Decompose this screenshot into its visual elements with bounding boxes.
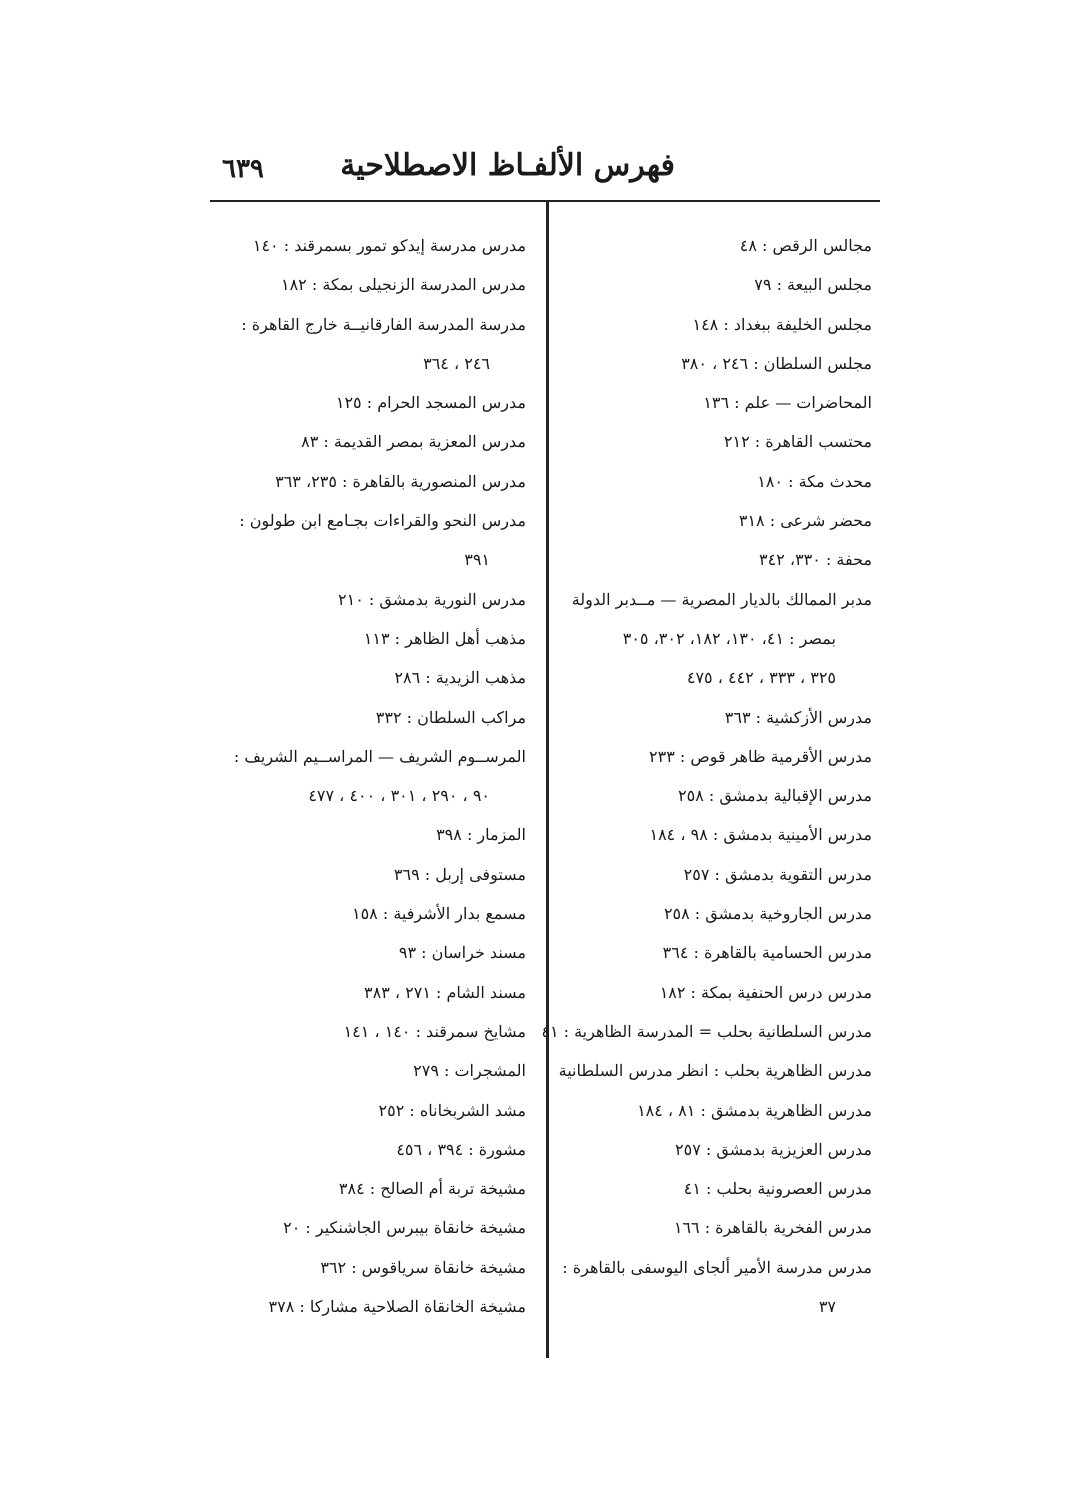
index-entry: مجلس الخليفة ببغداد : ١٤٨ <box>692 314 872 334</box>
index-entry: محتسب القاهرة : ٢١٢ <box>723 432 872 452</box>
index-entry: المرســوم الشريف — المراســيم الشريف : <box>233 746 526 766</box>
index-entry: مدرس التقوية بدمشق : ٢٥٧ <box>683 864 872 884</box>
index-entry: مشيخة تربة أم الصالح : ٣٨٤ <box>338 1179 526 1199</box>
index-entry-continuation: ٢٤٦ ، ٣٦٤ <box>423 353 490 373</box>
index-entry: محدث مكة : ١٨٠ <box>757 471 872 491</box>
index-entry: المشجرات : ٢٧٩ <box>413 1061 526 1081</box>
column-divider <box>546 200 549 1358</box>
index-entry: مشد الشربخاناه : ٢٥٢ <box>378 1100 526 1120</box>
index-entry: مستوفى إربل : ٣٦٩ <box>393 864 526 884</box>
index-entry: مدرس مدرسة إيدكو تمور بسمرقند : ١٤٠ <box>252 236 526 255</box>
index-entry: المحاضرات — علم : ١٣٦ <box>703 393 872 413</box>
index-entry: مسند خراسان : ٩٣ <box>398 943 526 963</box>
index-entry: مسمع بدار الأشرفية : ١٥٨ <box>351 904 526 924</box>
index-entry-continuation: ٣٢٥ ، ٣٣٣ ، ٤٤٢ ، ٤٧٥ <box>686 668 836 688</box>
index-entry-continuation: ٣٧ <box>818 1297 836 1317</box>
index-entry: مشيخة خانقاة بيبرس الجاشنكير : ٢٠ <box>283 1218 526 1238</box>
index-entry: مدرس الحسامية بالقاهرة : ٣٦٤ <box>662 943 872 963</box>
index-entry: مدرس النحو والقراءات بجـامع ابن طولون : <box>239 511 526 531</box>
index-entry: مدرس الأقرمية ظاهر قوص : ٢٣٣ <box>649 746 872 766</box>
index-entry: مسند الشام : ٢٧١ ، ٣٨٣ <box>364 982 526 1002</box>
index-entry: مدرس مدرسة الأمير ألجاى اليوسفى بالقاهرة : <box>562 1257 872 1277</box>
index-entry: محفة : ٣٣٠، ٣٤٢ <box>759 550 872 570</box>
header-rule <box>210 200 880 202</box>
index-entry-continuation: ٣٩١ <box>464 550 490 570</box>
index-entry: مراكب السلطان : ٣٣٢ <box>375 707 526 727</box>
index-column-right <box>541 226 872 1326</box>
index-entry: مذهب أهل الظاهر : ١١٣ <box>363 628 526 648</box>
index-entry: مجلس السلطان : ٢٤٦ ، ٣٨٠ <box>681 353 872 373</box>
index-entry: محضر شرعى : ٣١٨ <box>738 511 872 531</box>
index-entry: مشيخة الخانقاة الصلاحية مشاركا : ٣٧٨ <box>268 1297 526 1317</box>
index-entry-continuation: ٩٠ ، ٢٩٠ ، ٣٠١ ، ٤٠٠ ، ٤٧٧ <box>308 786 490 806</box>
index-entry: مدرس العصرونية بحلب : ٤١ <box>683 1179 872 1199</box>
page-header <box>210 140 880 200</box>
index-entry: مشورة : ٣٩٤ ، ٤٥٦ <box>396 1139 526 1159</box>
page-number: ٦٣٩ <box>222 154 264 184</box>
index-entry: مدرس الفخرية بالقاهرة : ١٦٦ <box>673 1218 872 1238</box>
index-entry: مدرس الظاهرية بدمشق : ٨١ ، ١٨٤ <box>637 1100 872 1120</box>
index-entry: مدرس الظاهرية بحلب : انظر مدرس السلطانية <box>558 1061 872 1081</box>
index-entry: مدرس المنصورية بالقاهرة : ٢٣٥، ٣٦٣ <box>275 471 526 491</box>
index-entry: المزمار : ٣٩٨ <box>436 825 526 845</box>
index-entry: مدرس السلطانية بحلب = المدرسة الظاهرية : ٤١ <box>541 1021 872 1041</box>
index-entry: مدبر الممالك بالديار المصرية — مــدبر الدولة <box>571 589 872 609</box>
index-entry: مدرسة المدرسة الفارقانيــة خارج القاهرة : <box>241 314 526 334</box>
index-entry: مدرس الأمينية بدمشق : ٩٨ ، ١٨٤ <box>649 825 872 845</box>
index-entry: مدرس المدرسة الزنجيلى بمكة : ١٨٢ <box>280 275 526 295</box>
index-entry: مدرس المعزية بمصر القديمة : ٨٣ <box>301 432 526 452</box>
index-entry: مدرس درس الحنفية بمكة : ١٨٢ <box>659 982 872 1002</box>
index-entry: مدرس العزيزية بدمشق : ٢٥٧ <box>675 1139 872 1159</box>
index-entry: مدرس الأزكشية : ٣٦٣ <box>724 707 872 727</box>
index-entry: مجلس البيعة : ٧٩ <box>754 275 872 295</box>
index-entry: مشايخ سمرقند : ١٤٠ ، ١٤١ <box>343 1021 526 1041</box>
index-entry: مدرس الإقبالية بدمشق : ٢٥٨ <box>678 786 872 806</box>
index-entry-continuation: بمصر : ٤١، ١٣٠، ١٨٢، ٣٠٢، ٣٠٥ <box>622 628 836 648</box>
index-entry: مدرس النورية بدمشق : ٢١٠ <box>338 589 526 609</box>
index-entry: مجالس الرقص : ٤٨ <box>739 236 872 255</box>
index-entry: مشيخة خانقاة سرياقوس : ٣٦٢ <box>320 1257 526 1277</box>
index-entry: مذهب الزيدية : ٢٨٦ <box>394 668 526 688</box>
page-title: فهرس الألفـاظ الاصطلاحية <box>340 148 675 183</box>
index-entry: مدرس المسجد الحرام : ١٢٥ <box>335 393 526 413</box>
index-column-left <box>221 226 526 1326</box>
index-entry: مدرس الجاروخية بدمشق : ٢٥٨ <box>663 904 872 924</box>
